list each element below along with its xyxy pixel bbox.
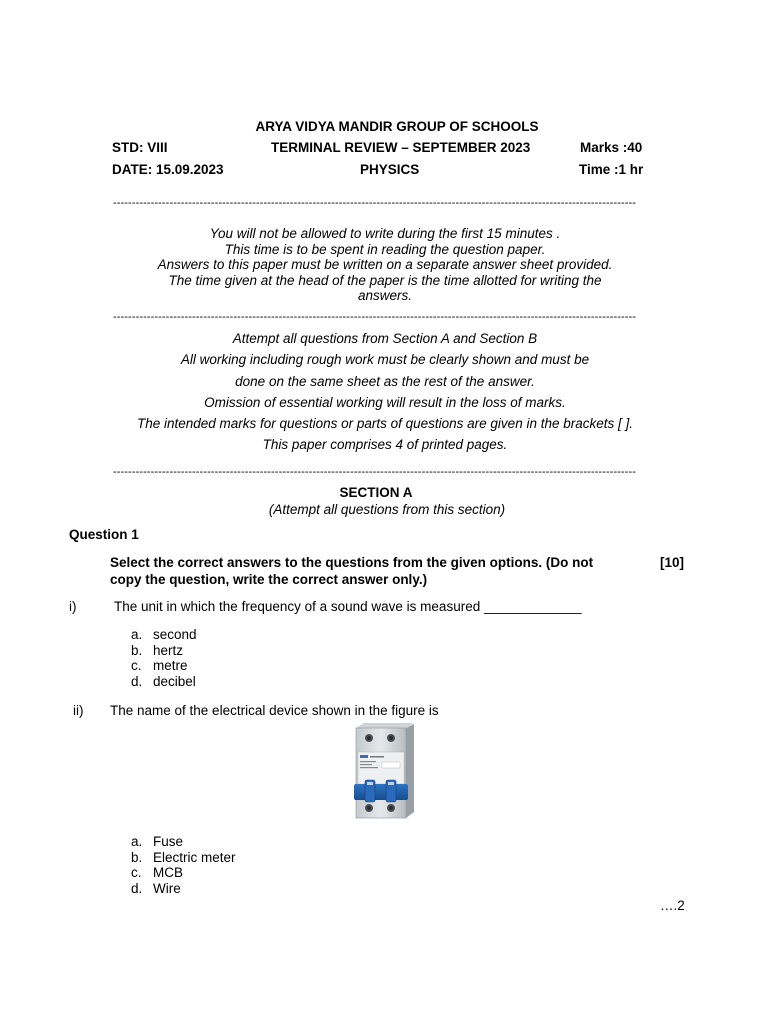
option-letter: a. bbox=[131, 834, 143, 849]
rule-line: Attempt all questions from Section A and Section B bbox=[232, 331, 538, 346]
instruction-line: You will not be allowed to write during the first 15 minutes . bbox=[209, 226, 561, 241]
std-label: STD: VIII bbox=[112, 140, 168, 155]
option-text: hertz bbox=[153, 642, 184, 658]
option-letter: c. bbox=[131, 658, 142, 674]
part-number: i) bbox=[69, 599, 77, 614]
time-label: Time :1 hr bbox=[579, 162, 644, 177]
separator-line: ------------------------------------------------------------------------------------------------------------------------------------------- bbox=[113, 466, 637, 478]
question-marks: [10] bbox=[660, 555, 685, 570]
option-text: MCB bbox=[153, 865, 183, 881]
section-subtitle: (Attempt all questions from this section) bbox=[268, 502, 506, 517]
part-question: The name of the electrical device shown in the figure is bbox=[110, 703, 439, 718]
instruction-line: The time given at the head of the paper is the time allotted for writing the bbox=[168, 272, 602, 288]
option-letter: b. bbox=[131, 642, 143, 658]
marks-label: Marks :40 bbox=[580, 140, 643, 155]
instruction-line: answers. bbox=[357, 288, 413, 303]
option-letter: c. bbox=[131, 865, 142, 881]
option-letter: d. bbox=[131, 674, 143, 690]
separator-line: ------------------------------------------------------------------------------------------------------------------------------------------- bbox=[113, 197, 637, 209]
option-letter: d. bbox=[131, 881, 143, 897]
option-text: Wire bbox=[153, 881, 181, 897]
instructions-rules bbox=[100, 328, 670, 456]
rule-line: The intended marks for questions or parts of questions are given in the brackets [ ]. bbox=[136, 416, 633, 432]
option-item bbox=[131, 674, 197, 690]
option-text: decibel bbox=[153, 674, 196, 690]
option-text: second bbox=[153, 627, 197, 642]
option-item bbox=[131, 834, 236, 850]
part-question: The unit in which the frequency of a sound wave is measured _____________ bbox=[114, 599, 582, 614]
options-list bbox=[131, 627, 197, 690]
option-item bbox=[131, 658, 197, 674]
question-label: Question 1 bbox=[69, 527, 139, 542]
rule-line: Omission of essential working will result in the loss of marks. bbox=[204, 394, 566, 410]
option-item bbox=[131, 643, 197, 659]
mcb-device-image bbox=[348, 722, 418, 820]
option-item bbox=[131, 850, 236, 866]
instructions-general bbox=[100, 226, 670, 304]
rule-line: This paper comprises 4 of printed pages. bbox=[262, 437, 508, 453]
rule-line: done on the same sheet as the rest of the answer. bbox=[235, 373, 535, 389]
question-instruction: Select the correct answers to the questions from the given options. (Do not bbox=[110, 555, 594, 570]
instruction-line: This time is to be spent in reading the question paper. bbox=[224, 241, 546, 257]
option-item bbox=[131, 881, 236, 897]
option-text: metre bbox=[153, 658, 188, 674]
subject-label: PHYSICS bbox=[360, 162, 420, 177]
option-item bbox=[131, 627, 197, 643]
date-label: DATE: 15.09.2023 bbox=[112, 162, 224, 177]
section-title: SECTION A bbox=[339, 485, 413, 500]
exam-title: TERMINAL REVIEW – SEPTEMBER 2023 bbox=[271, 140, 531, 155]
continue-marker: ….2 bbox=[660, 898, 685, 913]
options-list bbox=[131, 834, 236, 897]
option-text: Electric meter bbox=[153, 849, 236, 865]
instruction-line: Answers to this paper must be written on a separate answer sheet provided. bbox=[157, 257, 613, 272]
option-text: Fuse bbox=[153, 834, 184, 849]
rule-line: All working including rough work must be clearly shown and must be bbox=[180, 352, 590, 368]
option-item bbox=[131, 865, 236, 881]
school-name: ARYA VIDYA MANDIR GROUP OF SCHOOLS bbox=[255, 119, 539, 134]
option-letter: a. bbox=[131, 627, 143, 642]
part-number: ii) bbox=[73, 703, 84, 718]
option-letter: b. bbox=[131, 849, 143, 865]
separator-line: ------------------------------------------------------------------------------------------------------------------------------------------- bbox=[113, 311, 637, 323]
question-instruction: copy the question, write the correct answer only.) bbox=[110, 572, 428, 587]
